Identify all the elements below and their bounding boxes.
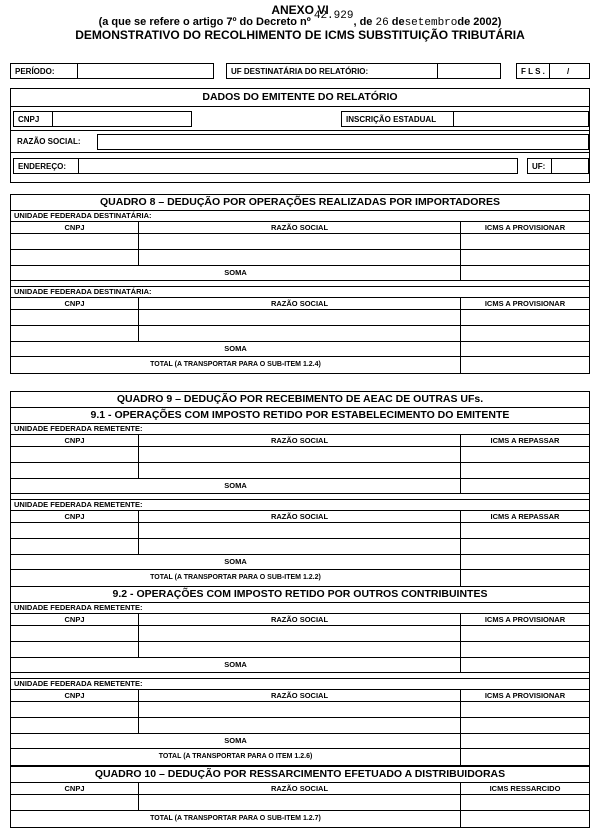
quadro-9-section (10, 391, 590, 766)
uf-label: UF: (532, 162, 546, 171)
quadro-9-title: QUADRO 9 – DEDUÇÃO POR RECEBIMENTO DE AEAC DE OUTRAS UFs. (11, 392, 589, 408)
decree-day: 26 (375, 17, 389, 29)
quadro-9-1-total-value[interactable] (461, 570, 589, 586)
cell-icms[interactable] (461, 447, 589, 463)
inscricao-label-cell (341, 111, 454, 127)
fls-label-cell (516, 63, 550, 79)
quadro-9-1-uf-label-2: UNIDADE FEDERADA REMETENTE: (11, 500, 589, 511)
soma-value[interactable] (461, 555, 589, 570)
soma-label: SOMA (11, 479, 461, 494)
col-razao-social: RAZÃO SOCIAL (139, 614, 461, 626)
cell-cnpj[interactable] (11, 326, 139, 342)
quadro-9-1-total-row (11, 570, 589, 587)
uf-destinataria-field[interactable] (437, 63, 501, 79)
soma-value[interactable] (461, 734, 589, 749)
cell-cnpj[interactable] (11, 447, 139, 463)
soma-label: SOMA (11, 555, 461, 570)
soma-label: SOMA (11, 734, 461, 749)
cell-razao[interactable] (139, 326, 461, 342)
soma-value[interactable] (461, 342, 589, 357)
quadro-10-total-row (11, 811, 589, 827)
decree-ref-text-d: de 2002) (457, 16, 502, 28)
fls-label: F L S . (521, 67, 545, 76)
quadro-10-total-value[interactable] (461, 811, 589, 827)
main-title: DEMONSTRATIVO DO RECOLHIMENTO DE ICMS SUBSTITUIÇÃO TRIBUTÁRIA (75, 28, 525, 42)
quadro-9-1-table-1 (11, 435, 589, 479)
col-cnpj: CNPJ (11, 222, 139, 234)
col-cnpj: CNPJ (11, 511, 139, 523)
cell-cnpj[interactable] (11, 539, 139, 555)
soma-value[interactable] (461, 479, 589, 494)
cell-cnpj[interactable] (11, 250, 139, 266)
quadro-9-1-table-2 (11, 511, 589, 555)
quadro-9-2-total-label: TOTAL (A TRANSPORTAR PARA O ITEM 1.2.6) (11, 749, 461, 765)
col-cnpj: CNPJ (11, 298, 139, 310)
quadro-9-2-uf-label-1: UNIDADE FEDERADA REMETENTE: (11, 603, 589, 614)
inscricao-field[interactable] (453, 111, 589, 127)
emitente-section (10, 88, 590, 183)
soma-label: SOMA (11, 342, 461, 357)
decree-ref-text-c: de (388, 16, 405, 28)
cell-cnpj[interactable] (11, 234, 139, 250)
razao-social-label: RAZÃO SOCIAL: (17, 137, 81, 146)
uf-label-cell (527, 158, 552, 174)
cell-razao[interactable] (139, 250, 461, 266)
col-cnpj: CNPJ (11, 783, 139, 795)
cell-icms[interactable] (461, 795, 589, 811)
quadro-8-total-row (11, 357, 589, 373)
cell-cnpj[interactable] (11, 523, 139, 539)
cnpj-field[interactable] (52, 111, 192, 127)
quadro-9-2-total-row (11, 749, 589, 765)
soma-value[interactable] (461, 266, 589, 281)
emitente-row-endereco (11, 153, 589, 181)
cell-icms[interactable] (461, 234, 589, 250)
col-cnpj: CNPJ (11, 690, 139, 702)
col-razao-social: RAZÃO SOCIAL (139, 435, 461, 447)
soma-label: SOMA (11, 658, 461, 673)
cell-cnpj[interactable] (11, 310, 139, 326)
quadro-8-total-label: TOTAL (A TRANSPORTAR PARA O SUB-ITEM 1.2.4) (11, 357, 461, 373)
endereco-field[interactable] (78, 158, 518, 174)
annex-title: ANEXO VI (271, 3, 329, 17)
decree-month: setembro (404, 17, 458, 29)
quadro-9-2-title: 9.2 - OPERAÇÕES COM IMPOSTO RETIDO POR OUTROS CONTRIBUINTES (11, 587, 589, 603)
quadro-8-total-value[interactable] (461, 357, 589, 373)
quadro-9-2-table-2 (11, 690, 589, 734)
quadro-9-2-table-1 (11, 614, 589, 658)
cell-cnpj[interactable] (11, 702, 139, 718)
col-icms-repassar: ICMS A REPASSAR (461, 511, 589, 523)
cell-icms[interactable] (461, 250, 589, 266)
quadro-8-title: QUADRO 8 – DEDUÇÃO POR OPERAÇÕES REALIZADAS POR IMPORTADORES (11, 195, 589, 211)
periodo-label: PERÍODO: (15, 67, 55, 76)
quadro-9-1-soma-row-2 (11, 555, 589, 570)
col-cnpj: CNPJ (11, 614, 139, 626)
soma-value[interactable] (461, 658, 589, 673)
uf-destinataria-label: UF DESTINATÁRIA DO RELATÓRIO: (231, 67, 369, 76)
decree-ref-text-b: , de (353, 16, 376, 28)
periodo-field[interactable] (77, 63, 214, 79)
cell-razao[interactable] (139, 523, 461, 539)
cell-razao[interactable] (139, 642, 461, 658)
emitente-row-razao (11, 131, 589, 153)
fls-slash: / (567, 67, 570, 76)
cell-cnpj[interactable] (11, 463, 139, 479)
quadro-9-1-uf-label-1: UNIDADE FEDERADA REMETENTE: (11, 424, 589, 435)
col-icms-repassar: ICMS A REPASSAR (461, 435, 589, 447)
cell-cnpj[interactable] (11, 642, 139, 658)
cell-cnpj[interactable] (11, 795, 139, 811)
quadro-9-2-soma-row-1 (11, 658, 589, 673)
cnpj-label: CNPJ (18, 115, 40, 124)
inscricao-label: INSCRIÇÃO ESTADUAL (346, 115, 437, 124)
cell-icms[interactable] (461, 626, 589, 642)
quadro-10-title: QUADRO 10 – DEDUÇÃO POR RESSARCIMENTO EFETUADO A DISTRIBUIDORAS (11, 767, 589, 783)
razao-social-field[interactable] (97, 134, 589, 150)
col-razao-social: RAZÃO SOCIAL (139, 690, 461, 702)
cell-icms[interactable] (461, 539, 589, 555)
col-icms-provisionar: ICMS A PROVISIONAR (461, 614, 589, 626)
cell-razao[interactable] (139, 463, 461, 479)
quadro-8-soma-row-2 (11, 342, 589, 357)
col-icms-provisionar: ICMS A PROVISIONAR (461, 222, 589, 234)
quadro-8-uf-label-1: UNIDADE FEDERADA DESTINATÁRIA: (11, 211, 589, 222)
cnpj-label-cell (13, 111, 53, 127)
col-icms-provisionar: ICMS A PROVISIONAR (461, 298, 589, 310)
quadro-8-table-1 (11, 222, 589, 266)
cell-icms[interactable] (461, 310, 589, 326)
endereco-label-cell (13, 158, 79, 174)
cell-cnpj[interactable] (11, 626, 139, 642)
quadro-8-table-2 (11, 298, 589, 342)
col-razao-social: RAZÃO SOCIAL (139, 222, 461, 234)
uf-destinataria-label-cell (226, 63, 438, 79)
cell-razao[interactable] (139, 310, 461, 326)
col-icms-provisionar: ICMS A PROVISIONAR (461, 690, 589, 702)
col-razao-social: RAZÃO SOCIAL (139, 298, 461, 310)
cell-razao[interactable] (139, 539, 461, 555)
emitente-title: DADOS DO EMITENTE DO RELATÓRIO (11, 89, 589, 107)
col-cnpj: CNPJ (11, 435, 139, 447)
periodo-label-cell (10, 63, 78, 79)
quadro-8-uf-label-2: UNIDADE FEDERADA DESTINATÁRIA: (11, 287, 589, 298)
cell-razao[interactable] (139, 626, 461, 642)
endereco-label: ENDEREÇO: (18, 162, 67, 171)
quadro-9-1-title: 9.1 - OPERAÇÕES COM IMPOSTO RETIDO POR ESTABELECIMENTO DO EMITENTE (11, 408, 589, 424)
quadro-9-2-total-value[interactable] (461, 749, 589, 765)
cell-razao[interactable] (139, 447, 461, 463)
decree-number: 42.929 (313, 10, 354, 22)
cell-icms[interactable] (461, 523, 589, 539)
emitente-row-cnpj (11, 107, 589, 131)
cell-icms[interactable] (461, 326, 589, 342)
fls-field[interactable] (549, 63, 590, 79)
quadro-8-soma-row-1 (11, 266, 589, 281)
quadro-9-1-total-label: TOTAL (A TRANSPORTAR PARA O SUB-ITEM 1.2.2) (11, 570, 461, 586)
cell-cnpj[interactable] (11, 718, 139, 734)
cell-razao[interactable] (139, 718, 461, 734)
cell-icms[interactable] (461, 463, 589, 479)
cell-icms[interactable] (461, 702, 589, 718)
cell-razao[interactable] (139, 795, 461, 811)
quadro-9-1-soma-row-1 (11, 479, 589, 494)
quadro-9-2-soma-row-2 (11, 734, 589, 749)
quadro-8-section (10, 194, 590, 374)
quadro-10-section (10, 766, 590, 828)
soma-label: SOMA (11, 266, 461, 281)
uf-field[interactable] (551, 158, 589, 174)
cell-icms[interactable] (461, 642, 589, 658)
col-razao-social: RAZÃO SOCIAL (139, 783, 461, 795)
cell-razao[interactable] (139, 234, 461, 250)
col-razao-social: RAZÃO SOCIAL (139, 511, 461, 523)
decree-ref-text-a: (a que se refere o artigo 7º do Decreto nº (98, 16, 314, 28)
document-header (0, 4, 600, 41)
cell-razao[interactable] (139, 702, 461, 718)
quadro-10-table (11, 783, 589, 811)
col-icms-ressarcido: ICMS RESSARCIDO (461, 783, 589, 795)
cell-icms[interactable] (461, 718, 589, 734)
quadro-9-2-uf-label-2: UNIDADE FEDERADA REMETENTE: (11, 679, 589, 690)
quadro-10-total-label: TOTAL (A TRANSPORTAR PARA O SUB-ITEM 1.2.7) (11, 811, 461, 827)
